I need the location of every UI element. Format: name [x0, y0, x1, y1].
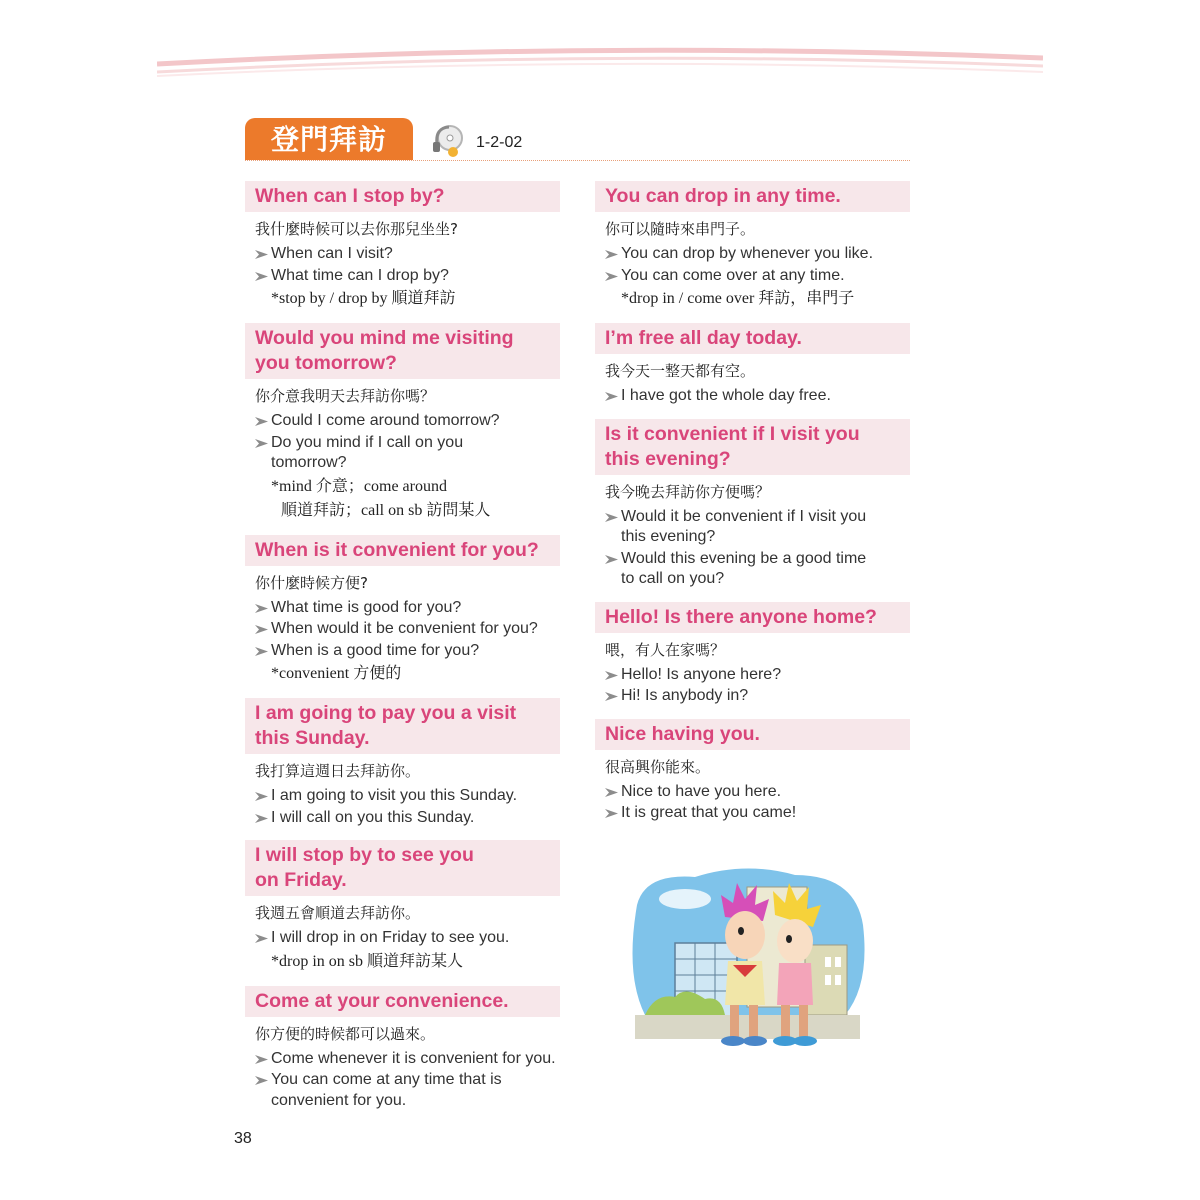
chinese-translation: 我週五會順道去拜訪你。	[255, 904, 421, 922]
arrow-bullet-icon	[605, 250, 618, 259]
alternative-phrase-line: Would this evening be a good time	[621, 549, 867, 567]
chinese-translation: 我今天一整天都有空。	[605, 362, 756, 380]
phrase-block	[245, 323, 560, 523]
arrow-bullet-icon	[605, 555, 618, 564]
alternative-phrase-line: Hi! Is anybody in?	[621, 687, 749, 704]
section-title: 登門拜訪	[245, 118, 413, 160]
header-divider	[245, 160, 910, 161]
arrow-bullet-icon	[255, 604, 268, 613]
alternative-phrase-line: You can drop by whenever you like.	[621, 245, 874, 262]
alternative-phrase-line: Come whenever it is convenient for you.	[271, 1049, 556, 1067]
arrow-bullet-icon	[255, 250, 268, 259]
alternative-phrase	[595, 803, 910, 824]
alternative-phrase	[245, 411, 560, 432]
alternative-phrase-line: I will drop in on Friday to see you.	[271, 929, 510, 946]
alternative-phrase	[595, 507, 910, 548]
alternative-phrase	[595, 665, 910, 686]
phrase-heading	[245, 986, 560, 1017]
alternative-phrase	[245, 433, 560, 474]
arrow-bullet-icon	[255, 417, 268, 426]
chinese-translation: 你方便的時候都可以過來。	[255, 1024, 436, 1043]
alternative-phrase	[245, 598, 560, 619]
track-number: 1-2-02	[476, 134, 523, 151]
vocabulary-note: *drop in / come over 拜訪，串門子	[621, 290, 855, 307]
alternative-phrase-line: Do you mind if I call on you	[271, 433, 464, 451]
alternative-phrase-line: It is great that you came!	[621, 804, 797, 821]
arrow-bullet-icon	[255, 625, 268, 634]
alternative-phrase-line: You can come at any time that is	[271, 1071, 502, 1088]
alternative-phrase-line: I will call on you this Sunday.	[271, 808, 475, 826]
arrow-bullet-icon	[255, 934, 268, 943]
alternative-phrase	[245, 619, 560, 640]
right-column	[595, 181, 910, 836]
phrase-heading	[595, 181, 910, 212]
alternative-phrase	[245, 1070, 560, 1111]
alternative-phrase	[595, 549, 910, 590]
vocabulary-note: *drop in on sb 順道拜訪某人	[271, 952, 464, 970]
phrase-heading-line: this evening?	[605, 447, 731, 470]
chinese-translation: 很高興你能來。	[605, 757, 711, 776]
phrase-block	[245, 535, 560, 687]
two-friends-in-city-illustration	[625, 865, 870, 1053]
phrase-heading-line: Is it convenient if I visit you	[605, 422, 860, 445]
phrase-heading-line: Nice having you.	[605, 722, 760, 745]
phrase-heading-line: You can drop in any time.	[605, 185, 841, 207]
arrow-bullet-icon	[605, 671, 618, 680]
alternative-phrase-line: When is a good time for you?	[271, 641, 480, 659]
phrase-heading	[595, 719, 910, 750]
phrase-heading	[245, 323, 560, 379]
arrow-bullet-icon	[605, 272, 618, 281]
phrase-block	[245, 986, 560, 1112]
alternative-phrase-line: convenient for you.	[271, 1091, 407, 1109]
alternative-phrase	[595, 266, 910, 287]
alternative-phrase	[245, 641, 560, 662]
alternative-phrase	[595, 244, 910, 265]
alternative-phrase-line: When can I visit?	[271, 245, 393, 262]
alternative-phrase	[245, 1049, 560, 1070]
alternative-phrase-line: this evening?	[621, 528, 716, 545]
phrase-heading-line: When is it convenient for you?	[255, 538, 539, 561]
arrow-bullet-icon	[255, 1055, 268, 1064]
phrase-block	[245, 181, 560, 311]
phrase-heading-line: I’m free all day today.	[605, 327, 802, 349]
phrase-heading-line: I will stop by to see you	[255, 844, 474, 866]
chinese-translation: 我今晚去拜訪你方便嗎？	[605, 482, 771, 501]
arrow-bullet-icon	[605, 513, 618, 522]
arrow-bullet-icon	[605, 788, 618, 797]
arrow-bullet-icon	[255, 814, 268, 823]
alternative-phrase-line: Hello! Is anyone here?	[621, 665, 782, 683]
arrow-bullet-icon	[605, 692, 618, 701]
phrase-heading	[245, 181, 560, 212]
phrase-heading-line: When can I stop by?	[255, 185, 445, 207]
phrase-block	[595, 719, 910, 824]
arrow-bullet-icon	[255, 439, 268, 448]
alternative-phrase	[245, 786, 560, 807]
phrase-heading-line: Would you mind me visiting	[255, 327, 514, 349]
phrase-heading-line: on Friday.	[255, 869, 347, 891]
arrow-bullet-icon	[255, 1076, 268, 1085]
alternative-phrase-line: You can come over at any time.	[621, 266, 845, 284]
arrow-bullet-icon	[255, 792, 268, 801]
page-number: 38	[234, 1130, 252, 1147]
alternative-phrase-line: What time can I drop by?	[271, 266, 449, 284]
phrase-heading	[245, 698, 560, 754]
chinese-translation: 你介意我明天去拜訪你嗎？	[255, 387, 436, 405]
alternative-phrase	[595, 782, 910, 803]
alternative-phrase	[595, 386, 910, 407]
alternative-phrase-line: When would it be convenient for you?	[271, 620, 538, 637]
alternative-phrase	[245, 808, 560, 829]
phrase-heading-line: Come at your convenience.	[255, 989, 509, 1012]
alternative-phrase-line: Nice to have you here.	[621, 782, 782, 800]
vocabulary-note: *convenient 方便的	[271, 665, 402, 682]
arrow-bullet-icon	[605, 392, 618, 401]
phrase-heading-line: this Sunday.	[255, 727, 370, 749]
phrase-block	[245, 698, 560, 828]
phrase-heading	[595, 323, 910, 354]
alternative-phrase-line: What time is good for you?	[271, 598, 462, 616]
alternative-phrase-line: I am going to visit you this Sunday.	[271, 787, 518, 804]
arrow-bullet-icon	[255, 272, 268, 281]
headphones-cd-icon[interactable]	[431, 122, 463, 158]
chinese-translation: 你什麼時候方便?	[255, 573, 368, 592]
vocabulary-note: *mind 介意；come around	[271, 477, 447, 495]
chinese-translation: 我什麼時候可以去你那兒坐坐?	[255, 220, 458, 238]
alternative-phrase-line: Could I come around tomorrow?	[271, 412, 500, 429]
alternative-phrase	[245, 928, 560, 949]
phrase-heading	[245, 535, 560, 566]
phrase-heading-line: you tomorrow?	[255, 352, 397, 374]
phrase-block	[595, 419, 910, 590]
alternative-phrase-line: I have got the whole day free.	[621, 387, 831, 404]
phrase-block	[595, 181, 910, 311]
section-header	[245, 118, 910, 162]
arrow-bullet-icon	[605, 809, 618, 818]
chinese-translation: 我打算這週日去拜訪你。	[255, 762, 421, 780]
chinese-translation: 你可以隨時來串門子。	[605, 220, 756, 238]
phrase-heading-line: I am going to pay you a visit	[255, 702, 517, 724]
phrase-block	[595, 323, 910, 407]
left-column	[245, 181, 560, 1123]
alternative-phrase	[245, 244, 560, 265]
phrase-block	[245, 840, 560, 974]
phrase-heading-line: Hello! Is there anyone home?	[605, 605, 877, 628]
chinese-translation: 喂，有人在家嗎？	[605, 640, 726, 659]
vocabulary-note: *stop by / drop by 順道拜訪	[271, 290, 456, 307]
phrase-heading	[245, 840, 560, 896]
phrase-block	[595, 602, 910, 707]
decorative-top-stripe	[157, 44, 1043, 78]
alternative-phrase-line: to call on you?	[621, 570, 725, 587]
alternative-phrase	[595, 686, 910, 707]
alternative-phrase	[245, 266, 560, 287]
vocabulary-note: 順道拜訪；call on sb 訪問某人	[281, 501, 491, 519]
arrow-bullet-icon	[255, 647, 268, 656]
phrase-heading	[595, 602, 910, 633]
alternative-phrase-line: tomorrow?	[271, 454, 347, 471]
alternative-phrase-line: Would it be convenient if I visit you	[621, 507, 867, 525]
phrase-heading	[595, 419, 910, 475]
